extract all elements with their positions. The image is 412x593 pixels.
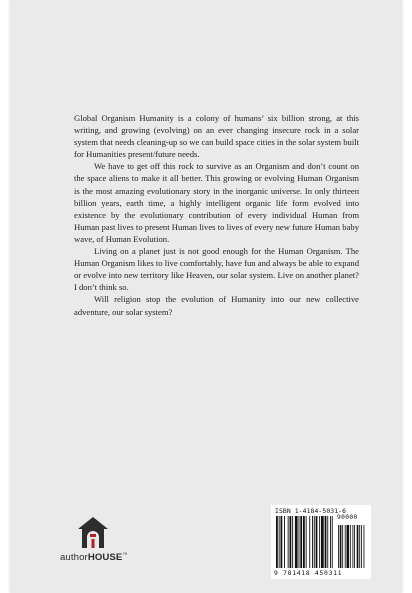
barcode-bar (288, 516, 289, 568)
publisher-name-light: author (60, 552, 88, 564)
barcode-bar (306, 516, 307, 568)
addon-bar (361, 525, 362, 568)
barcode-bar (319, 516, 320, 568)
publisher-name (60, 552, 128, 563)
barcode-bar (279, 516, 280, 568)
barcode-bar (292, 516, 293, 568)
isbn-text: ISBN 1-4184-5031-6 (275, 507, 347, 515)
addon-bar (338, 525, 339, 568)
barcode-bar (281, 516, 283, 568)
addon-bar (357, 525, 359, 568)
publisher-name-bold: HOUSE (87, 552, 123, 564)
addon-bar (359, 525, 360, 568)
addon-bar (345, 525, 346, 568)
barcode-bar (325, 516, 327, 568)
blurb-paragraph-2: We have to get off this rock to survive as an Organism and don’t count on the space aliens to make it all better. This growing or evolving Human Organism is the most amazing evolutionary story in the inorganic universe. In only thirteen billion years, earth time, a highly intelligent organic life form evolved into existence by the evolutionary contribution of every individual Human from Human past lives to present Human lives to lives of every new future Human baby wave, of Human Evolution. (74, 161, 359, 244)
barcode-bar (299, 516, 300, 568)
trademark-symbol: ™ (122, 552, 128, 558)
barcode-bar (330, 516, 331, 568)
barcode-bar (300, 516, 302, 568)
addon-bar (350, 525, 351, 568)
addon-bar (340, 525, 342, 568)
house-arch-icon (74, 512, 112, 550)
barcode-bar (332, 516, 333, 568)
barcode-bar (284, 516, 285, 568)
barcode-bar (290, 516, 292, 568)
addon-bar (354, 525, 355, 568)
back-cover (10, 0, 402, 593)
barcode-bar (309, 516, 310, 568)
blurb-text (74, 112, 359, 318)
barcode-graphic (276, 516, 366, 570)
barcode-bar (276, 516, 278, 568)
publisher-logo (60, 512, 130, 567)
addon-bar (352, 525, 353, 568)
addon-bar (342, 525, 343, 568)
addon-bar (347, 525, 350, 568)
blurb-paragraph-3: Living on a planet just is not good enough for the Human Organism. The Human Organism likes to live comfortably, have fun and always be able to expand or evolve into new territory like Heaven, our solar system. Live on another planet? I don’t think so. (74, 246, 359, 293)
blurb-paragraph-1: Global Organism Humanity is a colony of humans’ six billion strong, at this writing, and growing (evolving) on an ever changing insecure rock in a solar system that needs cleaning-up so we can build space cities in the solar system built for Humanities present/future needs. (74, 113, 359, 160)
barcode-bar (321, 516, 324, 568)
barcode-bar (316, 516, 318, 568)
barcode-bar (327, 516, 328, 568)
barcode-addon-digits: 90000 (337, 514, 358, 521)
barcode-bar (314, 516, 315, 568)
barcode-ean-digits: 9 781418 450311 (274, 569, 343, 577)
barcode-bar (312, 516, 313, 568)
barcode-block (271, 505, 371, 579)
barcode-bar (295, 516, 298, 568)
addon-bar (364, 525, 365, 568)
barcode-bar (303, 516, 305, 568)
blurb-paragraph-4: Will religion stop the evolution of Humanity into our new collective adventure, our solar system? (74, 294, 359, 317)
